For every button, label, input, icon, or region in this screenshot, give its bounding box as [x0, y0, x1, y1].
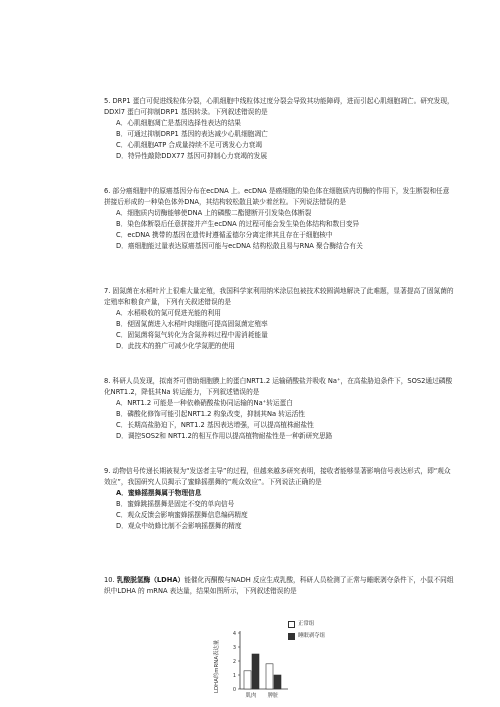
- question-6: [104, 186, 454, 252]
- option-a: A．水稻吸收的氮可促进光能的利用: [116, 309, 221, 317]
- option-b: B．蜜蜂跳摇摆舞是固定不变的单向信号: [116, 500, 235, 508]
- question-number: 6.: [104, 187, 111, 195]
- question-number: 8.: [104, 377, 111, 385]
- question-8: [104, 376, 454, 442]
- option-d: D．调控SOS2和 NRT1.2的相互作用以提高植物耐盐性是一种新研究思路: [116, 432, 333, 440]
- option-a: A．蜜蜂摇摆舞属于物理信息: [116, 489, 202, 497]
- option-b: B．染色体断裂后任意拼接并产生ecDNA 的过程可能会发生染色体结构和数目变异: [116, 220, 360, 228]
- question-stem: DRP1 蛋白可促进线粒体分裂，心肌细胞中线粒体过度分裂会导致其功能障碍，进而引起心肌细胞凋亡。研究发现，DDXl7 蛋白可抑制DRP1 基因转录。下列叙述错误的是: [104, 97, 454, 116]
- legend-label-deprived: 睡眠剥夺组: [298, 633, 325, 639]
- y-tick-label: 0: [232, 686, 236, 693]
- chart-legend: [288, 618, 325, 642]
- x-labels: [246, 691, 279, 699]
- y-axis-label: LDHA的mRNA表达量: [214, 639, 220, 693]
- x-tick-label: 肌肉: [245, 693, 257, 699]
- question-stem: 动物信号传递长期被视为“发送者主导”的过程，但越来越多研究表明，接收者能够显著影响信号表达形式，即“观众效应”，我国研究人员揭示了蜜蜂摇摆舞的“观众效应”。下列说法正确的是: [104, 467, 451, 486]
- question-number: 5.: [104, 97, 111, 105]
- question-5: [104, 96, 454, 162]
- question-7: [104, 286, 454, 352]
- question-stem: 能催化丙酮酸与NADH 反应生成乳酸，科研人员检测了正常与睡眠剥夺条件下，小鼠不同组织中LDHA 的 mRNA 表达量，结果如图所示，下列叙述错误的是: [104, 576, 454, 595]
- option-d: D．特异性敲除DDX77 基因可抑制心力衰竭的发展: [116, 152, 268, 160]
- option-c: C．ecDNA 携带的基因在遗传时遵循孟德尔分离定律其且存在于细胞核中: [116, 231, 333, 239]
- question-number: 7.: [104, 287, 111, 295]
- legend-swatch-deprived: [288, 633, 295, 640]
- question-number: 10.: [104, 576, 115, 584]
- y-tick-label: 4: [232, 630, 236, 637]
- option-c: C．观众反馈会影响蜜蜂摇摆舞信息编码精度: [116, 511, 248, 519]
- x-tick-label: 脾脏: [267, 693, 279, 699]
- legend-item-deprived: [288, 630, 325, 642]
- y-tick-label: 2: [232, 658, 236, 665]
- question-10: [104, 575, 454, 597]
- bars: [244, 654, 281, 689]
- question-stem: 固氮菌在水稻叶片上很难大量定殖，我国科学家利用纳米涂层包被技术较圆满地解决了此难题，显著提高了固氮菌的定殖率和粮食产量，下列有关叙述错误的是: [104, 287, 454, 306]
- legend-label-normal: 正常组: [298, 621, 315, 627]
- option-d: D．观众中幼蜂比制不会影响摇摆舞的精度: [116, 522, 242, 530]
- bar-1-1: [274, 675, 281, 689]
- y-tick-label: 1: [232, 672, 236, 679]
- legend-item-normal: [288, 618, 325, 630]
- option-b: B．可通过抑制DRP1 基因的表达减少心肌细胞凋亡: [116, 130, 268, 138]
- option-c: C．长期高盐胁迫下，NRT1.2 基因表达增强，可以提高植株耐盐性: [116, 421, 314, 429]
- question-number: 9.: [104, 467, 111, 475]
- bar-0-0: [244, 671, 251, 689]
- option-a: A．NRT1.2 可能是一种依赖硝酸盐协同运输的Na⁺转运蛋白: [116, 399, 293, 407]
- question-stem: 科研人员发现，拟南芥可借助细胞膜上的蛋白NRT1.2 运输硝酸盐并吸收 Na⁺，在高盐胁迫条件下，SOS2通过磷酸化NRT1.2，降低其Na 转运能力，下列叙述错误的是: [104, 377, 453, 396]
- bar-1-0: [266, 664, 273, 689]
- y-ticks: [233, 631, 240, 693]
- question-stem: 部分癌细胞中的原癌基因分布在ecDNA 上。ecDNA 是癌细胞的染色体在细胞质内切酶的作用下，发生断裂和任意拼接后形成的一种染色体外DNA，其结构较松散且缺少着丝粒。下列说法错误的是: [104, 187, 450, 206]
- option-b: B．磷酸化修饰可能引起NRT1.2 构象改变，抑制其Na 转运活性: [116, 410, 305, 418]
- legend-swatch-normal: [288, 621, 295, 628]
- question-9: [104, 466, 454, 532]
- option-b: B．便固氮菌进入水稻叶肉细胞可提高固氮菌定殖率: [116, 320, 268, 328]
- option-c: C．固氮菌将氮气转化为含氮养料过程中需消耗能量: [116, 331, 268, 339]
- option-d: D．癌细胞能过量表达原癌基因可能与ecDNA 结构松散且易与RNA 聚合酶结合有关: [116, 242, 363, 250]
- option-c: C．心肌细胞ATP 合成量持续不足可诱发心力衰竭: [116, 141, 263, 149]
- option-a: A．心肌细胞凋亡是基因选择性表达的结果: [116, 119, 241, 127]
- question-stem-bold: 乳酸脱氢酶（LDHA）: [116, 576, 185, 584]
- y-tick-label: 3: [232, 644, 236, 651]
- option-d: D．此技术的推广可减少化学氮肥的使用: [116, 342, 235, 350]
- bar-0-1: [252, 654, 259, 689]
- option-a: A．细胞质内切酶能够使DNA 上的磷酸二酯键断开引发染色体断裂: [116, 209, 312, 217]
